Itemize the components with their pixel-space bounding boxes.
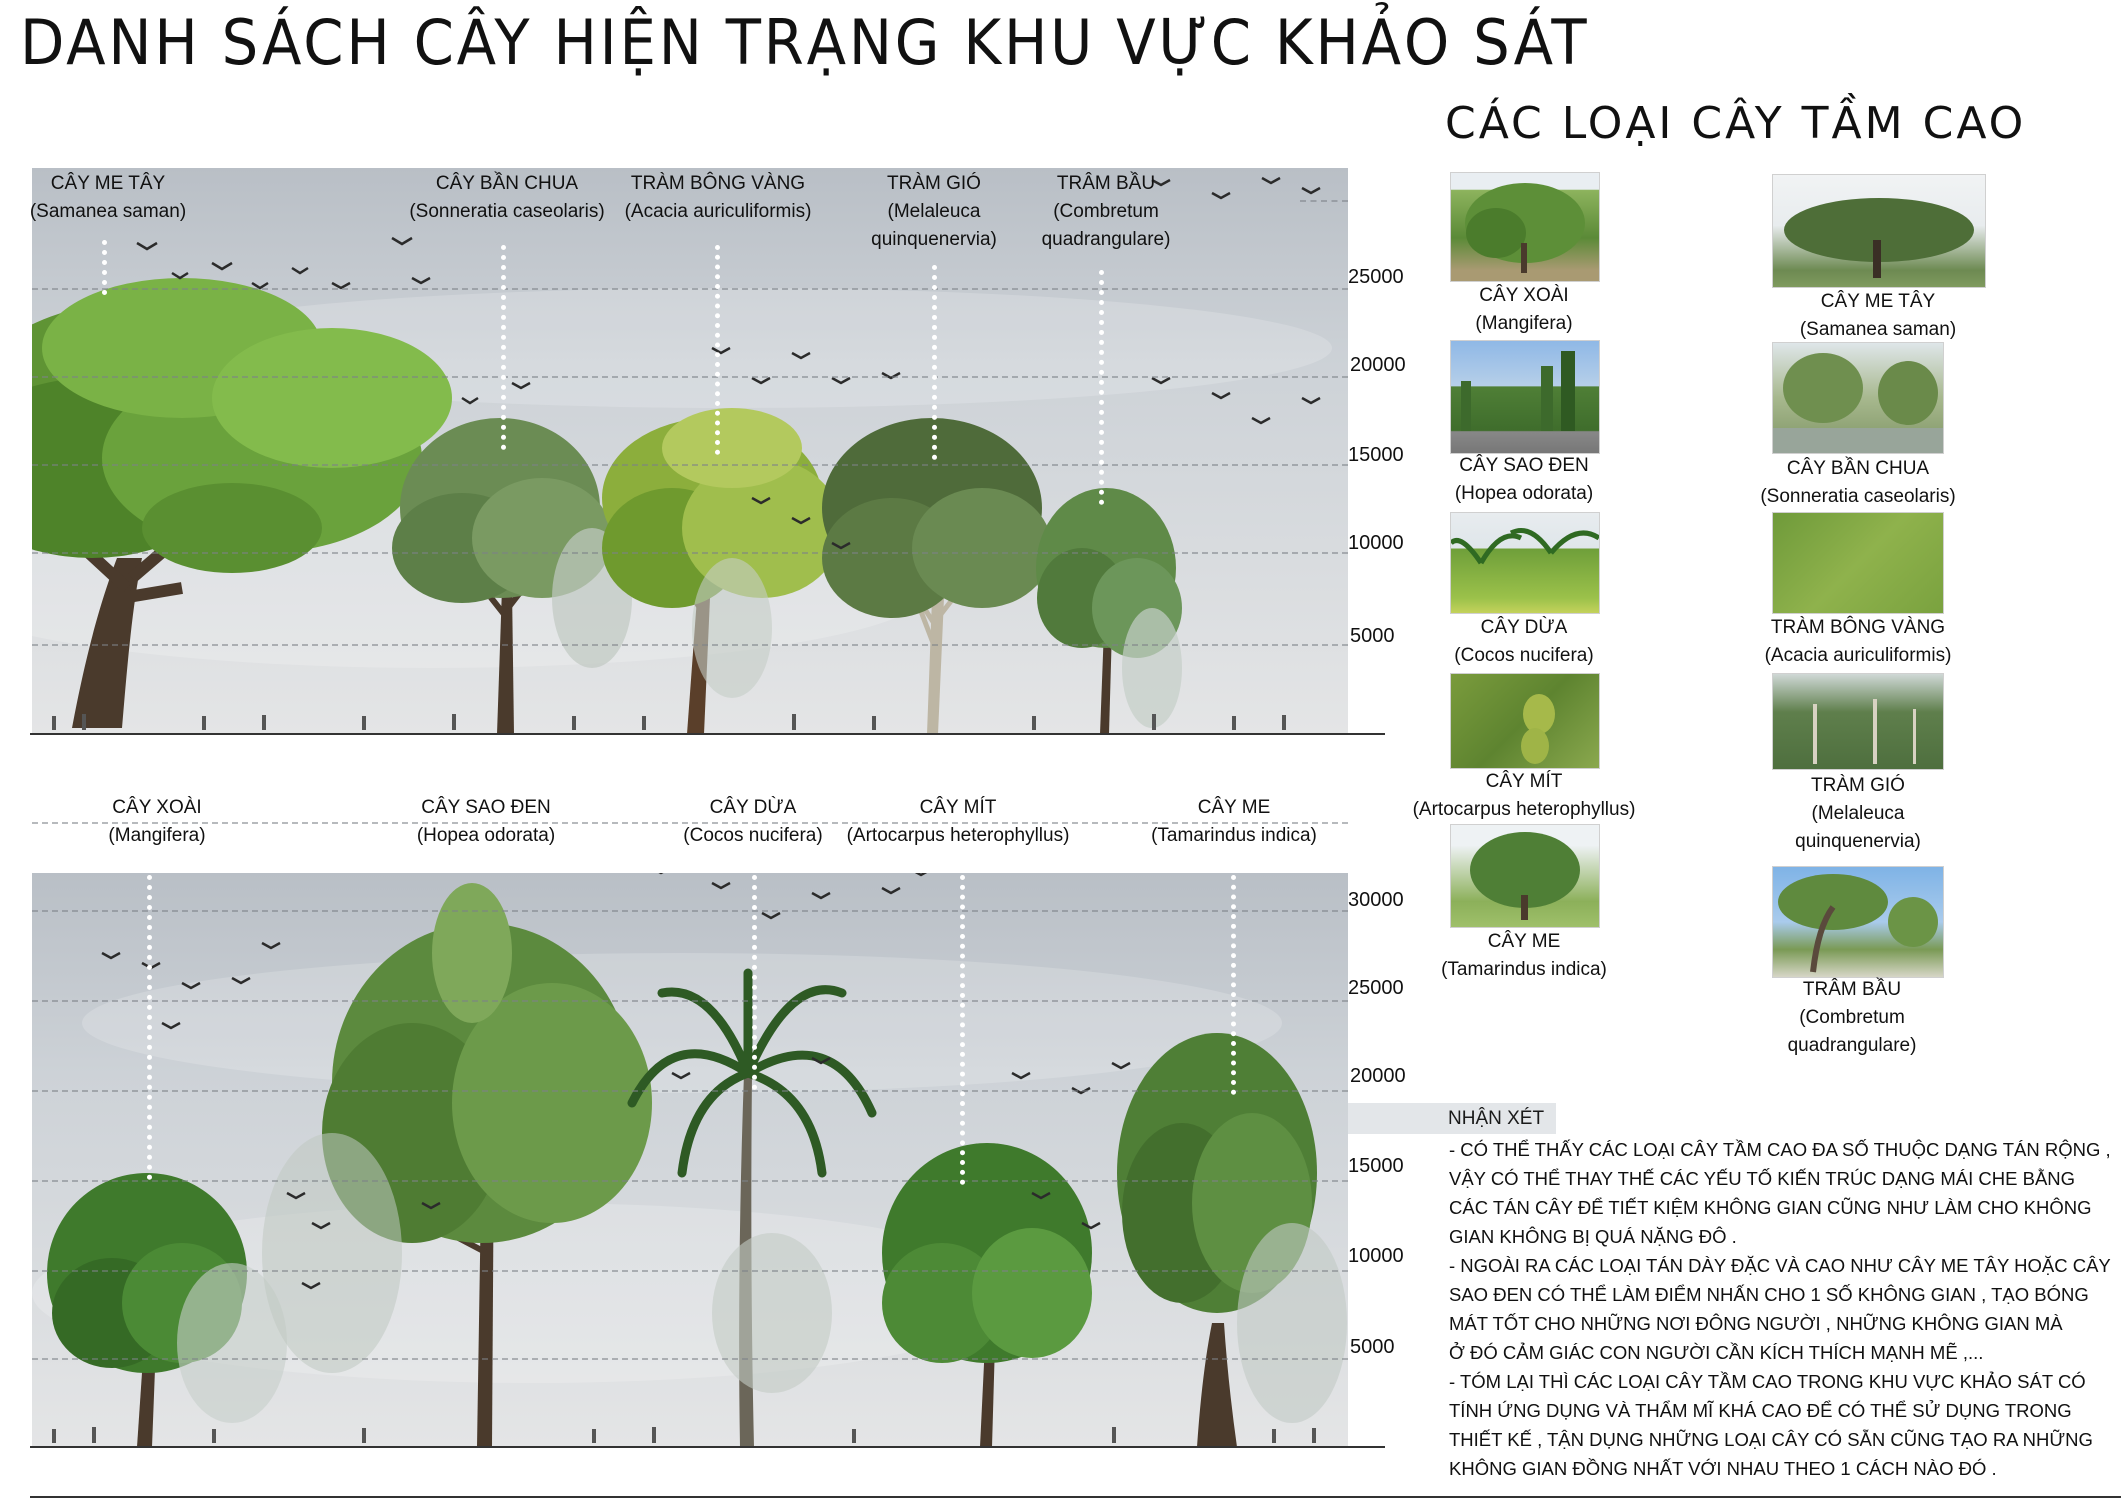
catalog-name: CÂY ME xyxy=(1487,931,1561,952)
tree-label-samanea xyxy=(30,170,186,226)
thumb-sonneratia xyxy=(1772,342,1944,454)
height-marker-combretum xyxy=(1099,270,1104,505)
remark-line: - TÓM LẠI THÌ CÁC LOẠI CÂY TẦM CAO TRONG KHU VỰC KHẢO SÁT CÓ xyxy=(1449,1371,2086,1392)
tree-name: CÂY ME xyxy=(1197,797,1271,818)
tree-latin: (Tamarindus indica) xyxy=(1151,825,1317,846)
catalog-latin: (Combretum xyxy=(1799,1007,1905,1028)
height-marker-cocos xyxy=(752,875,757,1090)
catalog-label-hopea xyxy=(1455,452,1593,508)
catalog-label-tamarindus xyxy=(1441,928,1607,984)
thumb-cocos xyxy=(1450,512,1600,614)
catalog-latin: (Tamarindus indica) xyxy=(1441,959,1607,980)
tree-label-artocarpus xyxy=(847,794,1070,850)
artocarpus-tree-illustration xyxy=(882,1143,1092,1447)
catalog-name: CÂY DỪA xyxy=(1480,617,1568,638)
catalog-label-mangifera xyxy=(1475,282,1572,338)
height-marker-melaleuca xyxy=(932,265,937,460)
tree-latin: (Artocarpus heterophyllus) xyxy=(846,825,1070,846)
mangifera-tree-illustration xyxy=(47,1173,287,1447)
acacia-tree-illustration xyxy=(602,408,842,734)
gridline-5000 xyxy=(32,644,1348,646)
tree-label-melaleuca xyxy=(871,170,997,254)
tree-latin: (Melaleuca xyxy=(887,201,981,222)
tree-name: CÂY SAO ĐEN xyxy=(421,797,551,818)
thumb-artocarpus xyxy=(1450,673,1600,769)
section-title: CÁC LOẠI CÂY TẦM CAO xyxy=(1445,98,2027,149)
height-marker-samanea xyxy=(102,240,107,295)
tree-name: CÂY ME TÂY xyxy=(50,173,166,194)
tree-label-combretum xyxy=(1042,170,1171,254)
tree-label-cocos xyxy=(683,794,822,850)
tree-latin: (Samanea saman) xyxy=(29,201,187,222)
catalog-name: CÂY BẦN CHUA xyxy=(1786,458,1930,479)
ground-line-bottom xyxy=(30,1446,1385,1448)
scale-label-15000-b: 15000 xyxy=(1348,1155,1404,1177)
tree-name: CÂY DỪA xyxy=(709,797,797,818)
scale-label-30000: 30000 xyxy=(1348,889,1404,911)
gridline-20000 xyxy=(32,376,1348,378)
scale-label-25000-b: 25000 xyxy=(1348,977,1404,999)
thumb-mangifera xyxy=(1450,172,1600,282)
remark-line: Ở ĐÓ CẢM GIÁC CON NGƯỜI CẦN KÍCH THÍCH MẠNH MẼ ,... xyxy=(1449,1342,1984,1363)
gridline-15000-b xyxy=(32,1180,1348,1182)
remark-heading-band xyxy=(1348,1103,1440,1134)
ground-line-top xyxy=(30,733,1385,735)
tree-latin: (Combretum xyxy=(1053,201,1159,222)
catalog-label-sonneratia xyxy=(1760,455,1955,511)
catalog-label-melaleuca xyxy=(1795,772,1921,856)
height-marker-acacia xyxy=(715,245,720,455)
scale-label-10000-b: 10000 xyxy=(1348,1245,1404,1267)
catalog-latin: (Hopea odorata) xyxy=(1454,483,1594,504)
scale-label-20000-b: 20000 xyxy=(1350,1065,1406,1087)
catalog-label-samanea xyxy=(1800,288,1956,344)
tree-latin-2: quadrangulare) xyxy=(1041,229,1171,250)
tree-name: CÂY MÍT xyxy=(919,797,997,818)
gridline-5000-b xyxy=(32,1358,1348,1360)
tree-name: TRÀM GIÓ xyxy=(887,173,981,194)
remark-line: GIAN KHÔNG BỊ QUÁ NẶNG ĐÔ . xyxy=(1449,1226,1737,1247)
gridline-10000-b xyxy=(32,1270,1348,1272)
gridline-30000 xyxy=(32,910,1348,912)
catalog-name: CÂY XOÀI xyxy=(1479,285,1569,306)
gridline-10000 xyxy=(32,552,1348,554)
catalog-latin: (Samanea saman) xyxy=(1799,319,1957,340)
tree-latin: (Hopea odorata) xyxy=(416,825,556,846)
thumb-melaleuca xyxy=(1772,673,1944,770)
thumb-tamarindus xyxy=(1450,824,1600,928)
catalog-name: CÂY SAO ĐEN xyxy=(1459,455,1589,476)
scale-label-25000: 25000 xyxy=(1348,266,1404,288)
catalog-name: TRÀM GIÓ xyxy=(1811,775,1905,796)
remark-line: - CÓ THỂ THẤY CÁC LOẠI CÂY TẦM CAO ĐA SỐ THUỘC DẠNG TÁN RỘNG , xyxy=(1449,1139,2111,1160)
gridline-25000-b xyxy=(32,1000,1348,1002)
gridline-top-stub xyxy=(1300,200,1348,202)
tree-name: TRÀM BÔNG VÀNG xyxy=(630,173,806,194)
remark-line: KHÔNG GIAN ĐỒNG NHẤT VỚI NHAU THEO 1 CÁCH NÀO ĐÓ . xyxy=(1449,1458,1997,1479)
tree-label-acacia xyxy=(625,170,812,226)
thumb-samanea xyxy=(1772,174,1986,288)
combretum-tree-illustration xyxy=(1036,488,1182,734)
remark-heading: NHẬN XÉT xyxy=(1440,1103,1556,1134)
scale-label-10000: 10000 xyxy=(1348,532,1404,554)
gridline-25000 xyxy=(32,288,1348,290)
height-marker-mangifera xyxy=(147,875,152,1180)
catalog-name: TRÂM BẦU xyxy=(1802,979,1902,1000)
tamarindus-tree-illustration xyxy=(1117,1033,1347,1447)
tree-name: CÂY XOÀI xyxy=(112,797,202,818)
catalog-latin: (Mangifera) xyxy=(1475,313,1573,334)
catalog-label-combretum xyxy=(1788,976,1917,1060)
remark-line: MÁT TỐT CHO NHỮNG NƠI ĐÔNG NGƯỜI , NHỮNG KHÔNG GIAN MÀ xyxy=(1449,1313,2063,1334)
tree-latin: (Acacia auriculiformis) xyxy=(624,201,812,222)
remark-line: VẬY CÓ THỂ THAY THẾ CÁC YẾU TỐ KIẾN TRÚC DẠNG MÁI CHE BẰNG xyxy=(1449,1168,2076,1189)
tree-label-hopea xyxy=(417,794,555,850)
scale-label-5000-b: 5000 xyxy=(1350,1336,1395,1358)
catalog-latin: (Artocarpus heterophyllus) xyxy=(1412,799,1636,820)
people-silhouettes xyxy=(52,1427,1316,1443)
scale-label-15000: 15000 xyxy=(1348,444,1404,466)
thumb-combretum xyxy=(1772,866,1944,978)
remark-line: TÍNH ỨNG DỤNG VÀ THẨM MĨ KHÁ CAO ĐỂ CÓ THỂ SỬ DỤNG TRONG xyxy=(1449,1400,2072,1421)
catalog-name: TRÀM BÔNG VÀNG xyxy=(1770,617,1946,638)
gridline-20000-b xyxy=(32,1090,1348,1092)
tree-label-mangifera xyxy=(108,794,205,850)
catalog-label-cocos xyxy=(1454,614,1593,670)
tree-latin: (Mangifera) xyxy=(108,825,206,846)
scale-label-5000: 5000 xyxy=(1350,625,1395,647)
thumb-acacia xyxy=(1772,512,1944,614)
catalog-name: CÂY MÍT xyxy=(1485,771,1563,792)
catalog-latin: (Cocos nucifera) xyxy=(1454,645,1594,666)
tree-label-sonneratia xyxy=(409,170,604,226)
remark-line: SAO ĐEN CÓ THỂ LÀM ĐIỂM NHẤN CHO 1 SỐ KHÔNG GIAN , TẠO BÓNG xyxy=(1449,1284,2089,1305)
remark-line: THIẾT KẾ , TẬN DỤNG NHỮNG LOẠI CÂY CÓ SẴN CŨNG TẠO RA NHỮNG xyxy=(1449,1429,2093,1450)
tree-latin-2: quinquenervia) xyxy=(871,229,997,250)
scale-label-20000: 20000 xyxy=(1350,354,1406,376)
bottom-rule xyxy=(30,1496,2121,1498)
catalog-label-acacia xyxy=(1765,614,1952,670)
bottom-elevation-panel xyxy=(32,873,1348,1447)
tree-label-tamarindus xyxy=(1151,794,1317,850)
height-marker-sonneratia xyxy=(501,245,506,450)
remark-line: - NGOÀI RA CÁC LOẠI TÁN DÀY ĐẶC VÀ CAO NHƯ CÂY ME TÂY HOẶC CÂY xyxy=(1449,1255,2111,1276)
catalog-latin: (Melaleuca xyxy=(1811,803,1905,824)
catalog-name: CÂY ME TÂY xyxy=(1820,291,1936,312)
height-marker-artocarpus xyxy=(960,875,965,1185)
tree-latin: (Cocos nucifera) xyxy=(683,825,823,846)
height-marker-tamarindus xyxy=(1231,875,1236,1095)
gridline-15000 xyxy=(32,464,1348,466)
thumb-hopea xyxy=(1450,340,1600,454)
remark-line: CÁC TÁN CÂY ĐỂ TIẾT KIỆM KHÔNG GIAN CŨNG NHƯ LÀM CHO KHÔNG xyxy=(1449,1197,2092,1218)
page-title: DANH SÁCH CÂY HIỆN TRẠNG KHU VỰC KHẢO SÁT xyxy=(20,6,1590,79)
tree-name: TRÂM BẦU xyxy=(1056,173,1156,194)
bottom-elevation-illustration xyxy=(32,873,1348,1447)
tree-name: CÂY BẦN CHUA xyxy=(435,173,579,194)
catalog-latin: (Sonneratia caseolaris) xyxy=(1760,486,1956,507)
tree-latin: (Sonneratia caseolaris) xyxy=(409,201,605,222)
catalog-label-artocarpus xyxy=(1413,768,1636,824)
catalog-latin-2: quinquenervia) xyxy=(1795,831,1921,852)
catalog-latin-2: quadrangulare) xyxy=(1787,1035,1917,1056)
catalog-latin: (Acacia auriculiformis) xyxy=(1764,645,1952,666)
